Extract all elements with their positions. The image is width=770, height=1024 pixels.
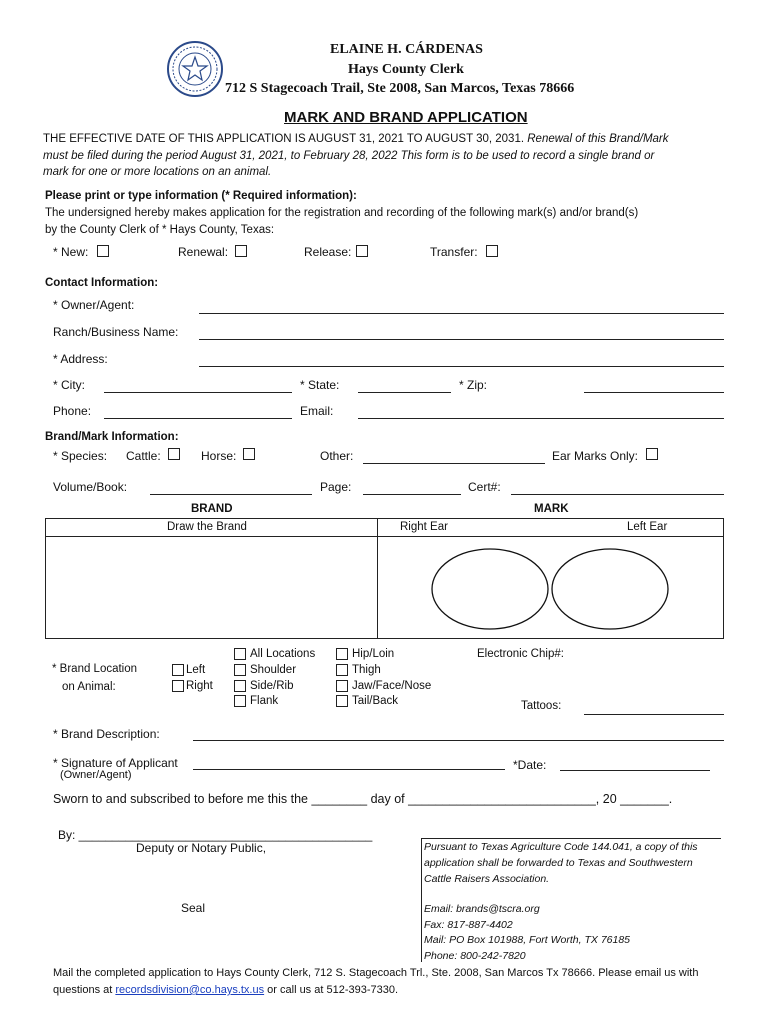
- address-label: * Address:: [53, 352, 108, 366]
- state-label: * State:: [300, 378, 340, 392]
- clerk-address: 712 S Stagecoach Trail, Ste 2008, San Marcos, Texas 78666: [225, 81, 575, 96]
- signature-label: * Signature of Applicant: [53, 756, 178, 770]
- ear-diagram[interactable]: [430, 547, 670, 631]
- release-label: Release:: [304, 245, 352, 259]
- zip-label: * Zip:: [459, 378, 488, 392]
- left-label: Left: [186, 664, 206, 676]
- state-field[interactable]: [358, 392, 451, 393]
- brand-location-label: * Brand Location: [52, 663, 138, 675]
- county-seal-icon: [166, 40, 224, 98]
- city-label: * City:: [53, 378, 86, 392]
- email-label: Email:: [300, 404, 334, 418]
- seal-label: Seal: [181, 901, 206, 915]
- volume-field[interactable]: [150, 494, 312, 495]
- side-rib-label: Side/Rib: [250, 680, 294, 692]
- date-field[interactable]: [560, 770, 710, 771]
- brand-drawing-area[interactable]: [46, 537, 376, 638]
- notice-email: Email: brands@tscra.org: [424, 903, 540, 915]
- cert-label: Cert#:: [468, 480, 501, 494]
- release-checkbox[interactable]: [356, 245, 368, 257]
- tattoos-field[interactable]: [584, 714, 724, 715]
- intro-line-1: [43, 133, 669, 145]
- ranch-field[interactable]: [199, 339, 724, 340]
- flank-checkbox[interactable]: [234, 695, 246, 707]
- owner-field[interactable]: [199, 313, 724, 314]
- brand-description-field[interactable]: [193, 740, 724, 741]
- phone-label: Phone:: [53, 404, 92, 418]
- all-locations-label: All Locations: [250, 648, 316, 660]
- cert-field[interactable]: [511, 494, 724, 495]
- hip-loin-checkbox[interactable]: [336, 648, 348, 660]
- owner-label: * Owner/Agent:: [53, 298, 135, 312]
- transfer-checkbox[interactable]: [486, 245, 498, 257]
- ear-marks-checkbox[interactable]: [646, 448, 658, 460]
- intro-renewal: Renewal of this Brand/Mark: [527, 133, 669, 145]
- horse-checkbox[interactable]: [243, 448, 255, 460]
- notice-fax: Fax: 817-887-4402: [424, 919, 513, 931]
- clerk-name: ELAINE H. CÁRDENAS: [330, 42, 483, 57]
- by-line: By: ____________________________________________: [58, 828, 373, 842]
- page-label: Page:: [320, 480, 352, 494]
- all-locations-checkbox[interactable]: [234, 648, 246, 660]
- signature-sublabel: (Owner/Agent): [60, 769, 132, 781]
- shoulder-label: Shoulder: [250, 664, 297, 676]
- footer-line-1: Mail the completed application to Hays County Clerk, 712 S. Stagecoach Trl., Ste. 2008, San Marcos Tx 78666. Please email us with: [53, 967, 699, 979]
- left-ear-oval: [552, 549, 668, 629]
- new-checkbox[interactable]: [97, 245, 109, 257]
- page-field[interactable]: [363, 494, 461, 495]
- renewal-label: Renewal:: [178, 245, 229, 259]
- records-email-link[interactable]: recordsdivision@co.hays.tx.us: [115, 984, 265, 996]
- other-label: Other:: [320, 449, 354, 463]
- right-ear-oval: [432, 549, 548, 629]
- instructions-line-2: by the County Clerk of * Hays County, Texas:: [45, 224, 275, 236]
- page-title: MARK AND BRAND APPLICATION: [284, 109, 528, 126]
- side-rib-checkbox[interactable]: [234, 680, 246, 692]
- city-field[interactable]: [104, 392, 292, 393]
- notice-mail: Mail: PO Box 101988, Fort Worth, TX 76185: [424, 934, 631, 946]
- sworn-statement: Sworn to and subscribed to before me this the ________ day of ___________________________, 20 _______.: [53, 792, 673, 806]
- right-checkbox[interactable]: [172, 680, 184, 692]
- notice-line-3: Cattle Raisers Association.: [424, 873, 550, 885]
- brand-description-label: * Brand Description:: [53, 727, 160, 741]
- footer-prefix: questions at: [53, 984, 116, 996]
- flank-label: Flank: [250, 695, 279, 707]
- brand-info-heading: Brand/Mark Information:: [45, 431, 179, 443]
- clerk-title: Hays County Clerk: [348, 62, 464, 77]
- transfer-label: Transfer:: [430, 245, 478, 259]
- cattle-checkbox[interactable]: [168, 448, 180, 460]
- draw-brand-label: Draw the Brand: [167, 521, 247, 533]
- intro-line-3: mark for one or more locations on an animal.: [43, 166, 272, 178]
- intro-line-2: must be filed during the period August 31, 2021, to February 28, 2022 This form is to be used to record a single brand or: [43, 150, 655, 162]
- mark-heading: MARK: [534, 503, 569, 515]
- on-animal-label: on Animal:: [62, 681, 116, 693]
- thigh-checkbox[interactable]: [336, 664, 348, 676]
- table-column-divider: [377, 518, 378, 639]
- other-field[interactable]: [363, 463, 545, 464]
- ear-marks-label: Ear Marks Only:: [552, 449, 639, 463]
- cattle-label: Cattle:: [126, 449, 161, 463]
- renewal-checkbox[interactable]: [235, 245, 247, 257]
- right-label: Right: [186, 680, 213, 692]
- phone-field[interactable]: [104, 418, 292, 419]
- jaw-face-nose-checkbox[interactable]: [336, 680, 348, 692]
- zip-field[interactable]: [584, 392, 724, 393]
- instructions-line-1: The undersigned hereby makes application for the registration and recording of the following mark(s) and/or brand(s): [45, 207, 639, 219]
- brand-heading: BRAND: [191, 503, 233, 515]
- instructions-heading: Please print or type information (* Required information):: [45, 190, 357, 202]
- address-field[interactable]: [199, 366, 724, 367]
- footer-suffix: or call us at 512-393-7330.: [264, 984, 399, 996]
- electronic-chip-label: Electronic Chip#:: [477, 648, 564, 660]
- species-label: * Species:: [53, 449, 108, 463]
- jaw-face-nose-label: Jaw/Face/Nose: [352, 680, 432, 692]
- tail-back-checkbox[interactable]: [336, 695, 348, 707]
- shoulder-checkbox[interactable]: [234, 664, 246, 676]
- notice-line-2: application shall be forwarded to Texas and Southwestern: [424, 857, 693, 869]
- intro-effective-date: THE EFFECTIVE DATE OF THIS APPLICATION IS AUGUST 31, 2021 TO AUGUST 30, 2031.: [43, 133, 525, 145]
- footer-line-2: [53, 984, 398, 996]
- hip-loin-label: Hip/Loin: [352, 648, 395, 660]
- email-field[interactable]: [358, 418, 724, 419]
- tattoos-label: Tattoos:: [521, 700, 562, 712]
- left-ear-label: Left Ear: [627, 521, 668, 533]
- right-ear-label: Right Ear: [400, 521, 448, 533]
- volume-label: Volume/Book:: [53, 480, 128, 494]
- horse-label: Horse:: [201, 449, 237, 463]
- thigh-label: Thigh: [352, 664, 381, 676]
- signature-field[interactable]: [193, 769, 505, 770]
- left-checkbox[interactable]: [172, 664, 184, 676]
- tail-back-label: Tail/Back: [352, 695, 399, 707]
- notice-line-1: Pursuant to Texas Agriculture Code 144.041, a copy of this: [424, 841, 698, 853]
- contact-heading: Contact Information:: [45, 277, 159, 289]
- deputy-label: Deputy or Notary Public,: [136, 841, 267, 855]
- ranch-label: Ranch/Business Name:: [53, 325, 179, 339]
- date-label: *Date:: [513, 758, 547, 772]
- notice-phone: Phone: 800-242-7820: [424, 950, 526, 962]
- new-label: * New:: [53, 245, 89, 259]
